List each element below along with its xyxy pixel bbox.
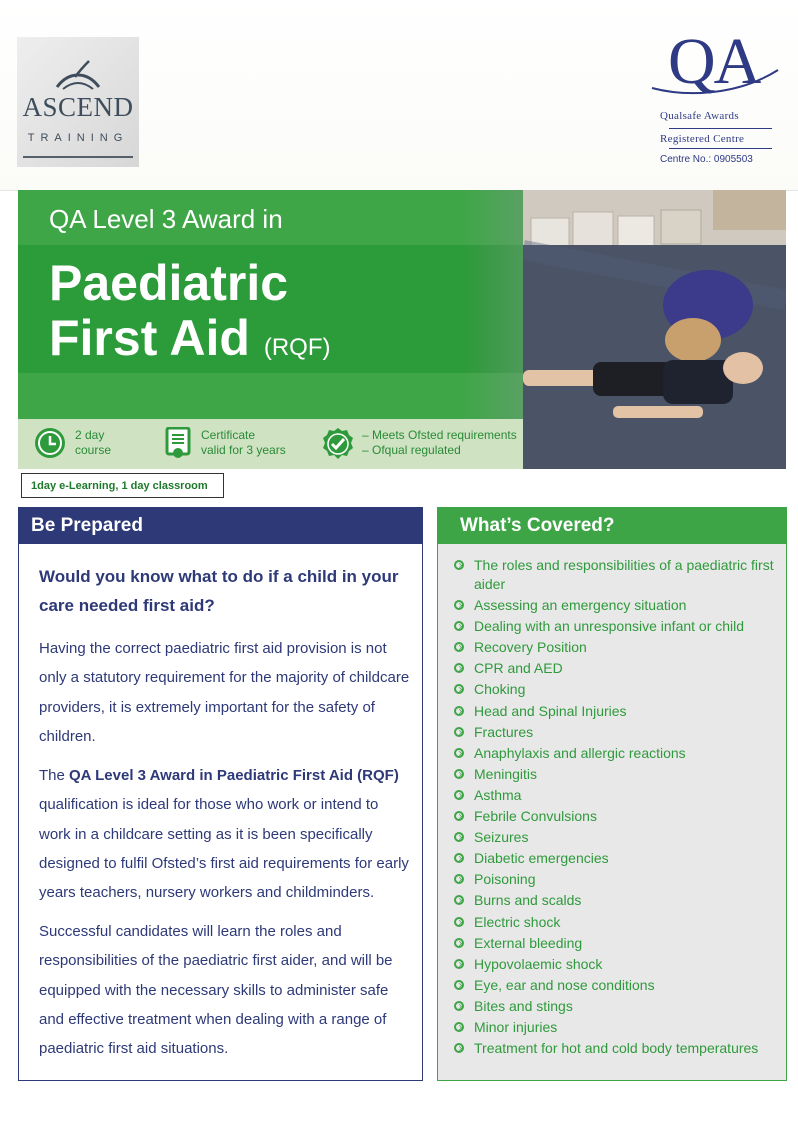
- course-title-suffix: (RQF): [263, 334, 331, 361]
- ascend-training-logo: [17, 37, 139, 167]
- first-aid-photo-image: [523, 190, 786, 469]
- qa-divider: [669, 128, 772, 129]
- ascend-rule: [23, 156, 133, 158]
- covered-topic-label: Recovery Position: [474, 639, 587, 656]
- covered-topic-label: Minor injuries: [474, 1018, 558, 1035]
- qualsafe-logo: [650, 25, 780, 175]
- covered-topic-item: [454, 617, 774, 636]
- covered-topic-label: Diabetic emergencies: [474, 850, 609, 867]
- covered-topic-item: [454, 786, 774, 805]
- check-circle-icon: [454, 1022, 464, 1032]
- feature-duration: [75, 428, 111, 458]
- check-circle-icon: [454, 560, 464, 570]
- check-circle-icon: [454, 621, 464, 631]
- ascend-mark-icon: [53, 59, 103, 93]
- course-format-tag: 1day e-Learning, 1 day classroom: [21, 473, 224, 498]
- check-circle-icon: [454, 874, 464, 884]
- covered-topic-item: [454, 828, 774, 847]
- feature-regulation-line2: – Ofqual regulated: [362, 443, 461, 457]
- covered-topic-label: Poisoning: [474, 871, 536, 888]
- check-circle-icon: [454, 832, 464, 842]
- covered-topic-label: CPR and AED: [474, 660, 563, 677]
- covered-topic-label: External bleeding: [474, 934, 583, 951]
- check-circle-icon: [454, 663, 464, 673]
- check-circle-icon: [454, 727, 464, 737]
- check-circle-icon: [454, 790, 464, 800]
- covered-topic-item: [454, 1018, 774, 1037]
- covered-topic-label: Eye, ear and nose conditions: [474, 976, 655, 993]
- covered-topic-label: Dealing with an unresponsive infant or child: [474, 618, 745, 635]
- feature-certificate: [201, 428, 286, 458]
- check-badge-icon: [321, 427, 355, 461]
- check-circle-icon: [454, 684, 464, 694]
- covered-topic-label: Assessing an emergency situation: [474, 597, 687, 614]
- covered-topic-item: [454, 556, 774, 594]
- check-circle-icon: [454, 853, 464, 863]
- qa-divider: [669, 148, 772, 149]
- feature-certificate-line1: Certificate: [201, 428, 256, 442]
- intro-paragraph-2: [39, 761, 413, 907]
- covered-topic-label: Burns and scalds: [474, 892, 582, 909]
- qualification-name: QA Level 3 Award in Paediatric First Aid (RQF): [69, 767, 399, 784]
- covered-topic-item: [454, 765, 774, 784]
- covered-topic-label: Head and Spinal Injuries: [474, 702, 627, 719]
- check-circle-icon: [454, 642, 464, 652]
- covered-topic-item: [454, 596, 774, 615]
- check-circle-icon: [454, 917, 464, 927]
- covered-topic-item: [454, 955, 774, 974]
- covered-topic-item: [454, 997, 774, 1016]
- covered-topic-item: [454, 659, 774, 678]
- check-circle-icon: [454, 895, 464, 905]
- check-circle-icon: [454, 959, 464, 969]
- covered-topic-label: Hypovolaemic shock: [474, 955, 603, 972]
- training-photo: [523, 190, 786, 469]
- covered-topic-item: [454, 891, 774, 910]
- course-banner: [18, 190, 523, 469]
- check-circle-icon: [454, 706, 464, 716]
- covered-topic-item: [454, 1039, 774, 1058]
- ascend-subtitle: TRAINING: [27, 132, 129, 144]
- covered-topic-item: [454, 723, 774, 742]
- covered-topic-label: Bites and stings: [474, 997, 573, 1014]
- ascend-wordmark: ASCEND: [22, 92, 134, 122]
- covered-topic-item: [454, 849, 774, 868]
- check-circle-icon: [454, 938, 464, 948]
- course-title: [49, 256, 331, 375]
- feature-certificate-line2: valid for 3 years: [201, 443, 286, 457]
- covered-topic-item: [454, 934, 774, 953]
- paragraph-2-body: qualification is ideal for those who work or intend to work in a childcare setting as it is been specifically designed to fulfil Ofsted’s first aid requirements for early years teachers, nursery workers and childminders.: [39, 796, 409, 902]
- feature-duration-line2: course: [75, 443, 112, 457]
- covered-topic-label: Seizures: [474, 829, 529, 846]
- certificate-icon: [164, 427, 192, 461]
- covered-topic-label: Febrile Convulsions: [474, 808, 597, 825]
- intro-question: Would you know what to do if a child in your care needed first aid?: [39, 567, 399, 615]
- covered-topics-list: [454, 556, 774, 1060]
- qualsafe-awards-text: Qualsafe Awards: [660, 110, 739, 122]
- intro-paragraph-1: Having the correct paediatric first aid provision is not only a statutory requirement for the majority of childcare providers, it is extremely important for the safety of children.: [39, 640, 410, 745]
- covered-topic-item: [454, 680, 774, 699]
- course-title-line1: Paediatric: [49, 255, 289, 311]
- covered-topic-label: The roles and responsibilities of a paediatric first aider: [474, 557, 774, 592]
- feature-duration-line1: 2 day: [75, 428, 105, 442]
- be-prepared-heading: Be Prepared: [18, 507, 423, 544]
- covered-topic-item: [454, 807, 774, 826]
- check-circle-icon: [454, 1001, 464, 1011]
- covered-topic-item: [454, 913, 774, 932]
- whats-covered-heading: What’s Covered?: [437, 507, 787, 544]
- check-circle-icon: [454, 811, 464, 821]
- check-circle-icon: [454, 769, 464, 779]
- course-title-line2: [49, 311, 331, 375]
- course-title-line2-text: First Aid: [49, 310, 250, 366]
- centre-number: Centre No.: 0905503: [660, 154, 753, 165]
- clock-icon: [34, 427, 66, 459]
- check-circle-icon: [454, 980, 464, 990]
- banner-fade: [463, 190, 523, 419]
- covered-topic-label: Anaphylaxis and allergic reactions: [474, 744, 686, 761]
- check-circle-icon: [454, 600, 464, 610]
- covered-topic-label: Electric shock: [474, 913, 561, 930]
- covered-topic-item: [454, 976, 774, 995]
- feature-regulation: [362, 428, 517, 458]
- covered-topic-label: Meningitis: [474, 765, 538, 782]
- covered-topic-item: [454, 702, 774, 721]
- feature-regulation-line1: – Meets Ofsted requirements: [362, 428, 517, 442]
- check-circle-icon: [454, 748, 464, 758]
- covered-topic-label: Asthma: [474, 786, 522, 803]
- check-circle-icon: [454, 1043, 464, 1053]
- covered-topic-label: Choking: [474, 681, 526, 698]
- covered-topic-item: [454, 744, 774, 763]
- paragraph-2-prefix: The: [39, 767, 70, 784]
- covered-topic-label: Fractures: [474, 723, 534, 740]
- covered-topic-item: [454, 638, 774, 657]
- registered-centre-text: Registered Centre: [660, 133, 745, 145]
- covered-topic-item: [454, 870, 774, 889]
- intro-paragraph-3: Successful candidates will learn the roles and responsibilities of the paediatric first aider, and will be equipped with the necessary skills to administer safe and effective treatment when dealing with a range of paediatric first aid situations.: [39, 923, 393, 1058]
- covered-topic-label: Treatment for hot and cold body temperatures: [474, 1040, 759, 1057]
- qa-letters: QA: [668, 25, 760, 98]
- banner-subtitle: QA Level 3 Award in: [49, 204, 283, 234]
